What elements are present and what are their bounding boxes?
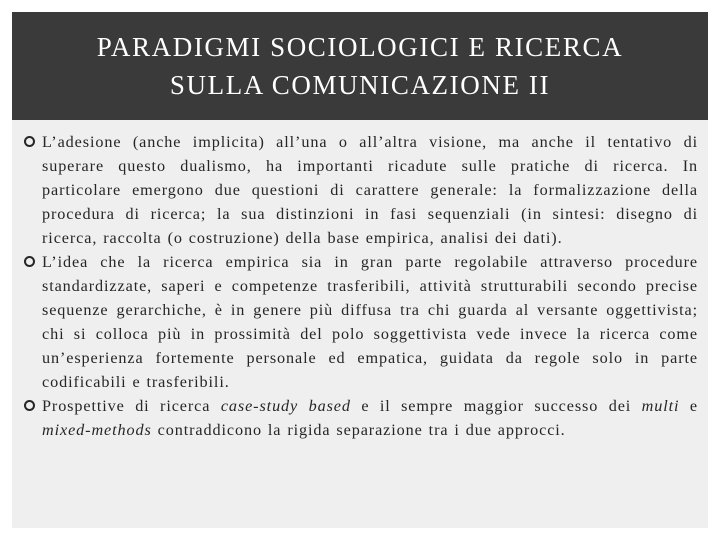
bullet-text-3c: e il sempre maggior successo dei [350,397,642,415]
bullet-text-3e: e [679,397,698,415]
circle-bullet-icon [24,136,35,147]
circle-bullet-icon [24,400,35,411]
title-bar [12,12,708,120]
slide-title-line1: PARADIGMI SOCIOLOGICI E RICERCA [96,32,624,62]
bullet-item-2 [22,250,698,394]
slide-title [97,28,623,104]
bullet-text-3a: Prospettive di ricerca [42,397,221,415]
bullet-text-3b-italic: case-study based [220,397,351,415]
slide [12,12,708,528]
slide-title-line2: SULLA COMUNICAZIONE II [169,70,551,100]
bullet-item-3 [22,394,698,442]
bullet-item-1 [22,130,698,250]
bullet-text-3g: contraddicono la rigida separazione tra i due approcci. [151,421,566,439]
circle-bullet-icon [24,256,35,267]
bullet-text-3f-italic: mixed-methods [42,421,152,439]
bullet-text-3d-italic: multi [641,397,680,415]
bullet-text-2: L’idea che la ricerca empirica sia in gran parte regolabile attraverso procedure standardizzate, saperi e competenze trasferibili, attività strutturabili secondo precise sequenze gerarchiche, è in genere più diffusa tra chi guarda al versante oggettivista; chi si colloca più in prossimità del polo soggettivista vede invece la ricerca come un’esperienza fortemente personale ed empatica, guidata da regole solo in parte codificabili e trasferibili. [42,253,698,391]
bullet-text-1: L’adesione (anche implicita) all’una o all’altra visione, ma anche il tentativo di superare questo dualismo, ha importanti ricadute sulle pratiche di ricerca. In particolare emergono due questioni di carattere generale: la formalizzazione della procedura di ricerca; la sua distinzioni in fasi sequenziali (in sintesi: disegno di ricerca, raccolta (o costruzione) della base empirica, analisi dei dati). [42,133,698,247]
slide-content [22,130,698,442]
